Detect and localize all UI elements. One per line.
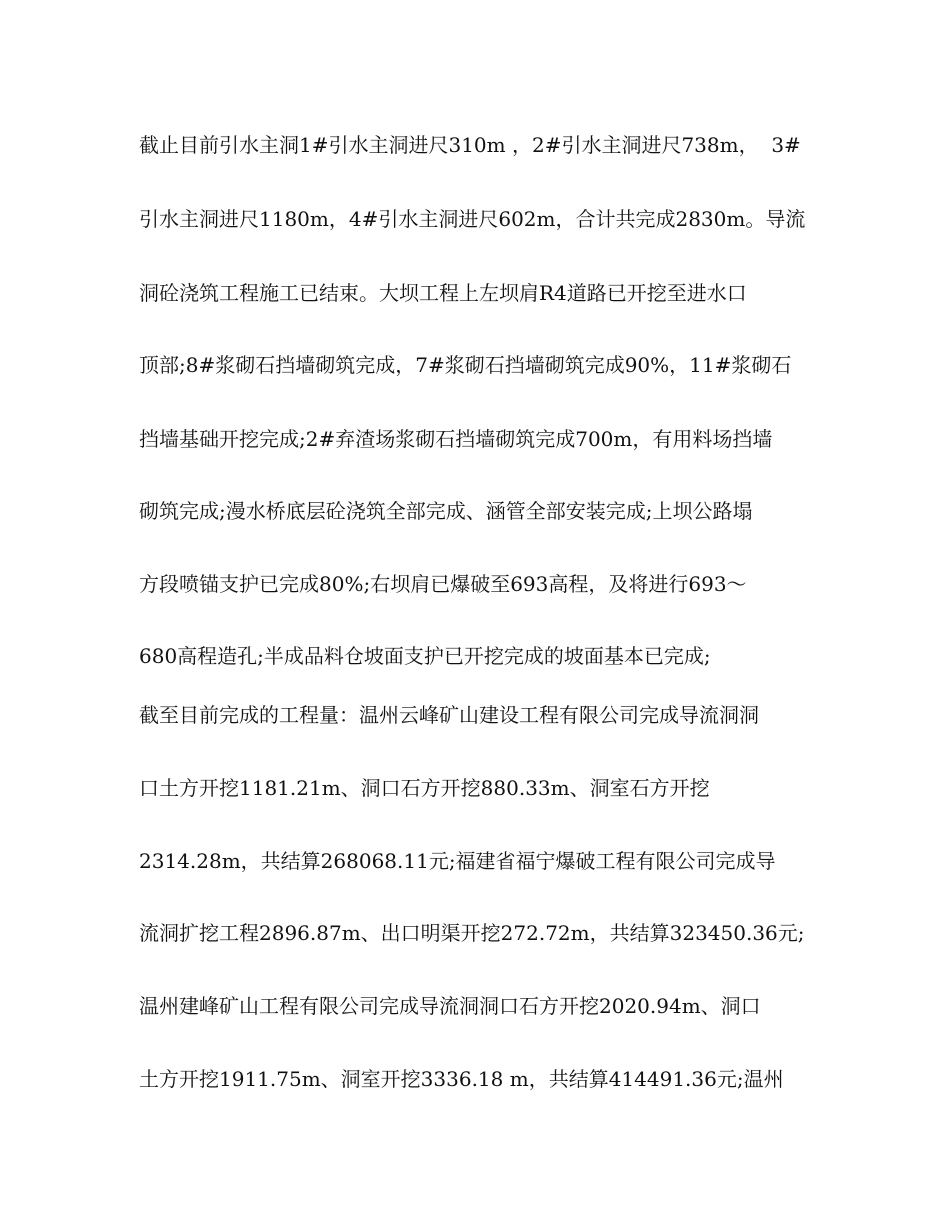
text-line: 截止目前引水主洞1#引水主洞进尺310m ，2#引水主洞进尺738m， 3#	[139, 133, 801, 157]
text-line: 680高程造孔;半成品料仓坡面支护已开挖完成的坡面基本已完成;	[139, 644, 711, 668]
text-line: 洞砼浇筑工程施工已结束。大坝工程上左坝肩R4道路已开挖至进水口	[139, 281, 747, 305]
text-line: 流洞扩挖工程2896.87m、出口明渠开挖272.72m，共结算323450.36元;	[139, 921, 805, 945]
text-line: 引水主洞进尺1180m，4#引水主洞进尺602m，合计共完成2830m。导流	[139, 207, 806, 231]
text-line: 口土方开挖1181.21m、洞口石方开挖880.33m、洞室石方开挖	[139, 776, 710, 800]
text-line: 截至目前完成的工程量：温州云峰矿山建设工程有限公司完成导流洞洞	[139, 703, 759, 727]
text-line: 挡墙基础开挖完成;2#弃渣场浆砌石挡墙砌筑完成700m，有用料场挡墙	[139, 427, 773, 451]
text-line: 方段喷锚支护已完成80%;右坝肩已爆破至693高程，及将进行693～	[139, 572, 747, 596]
text-line: 温州建峰矿山工程有限公司完成导流洞洞口石方开挖2020.94m、洞口	[139, 994, 761, 1018]
text-line: 顶部;8#浆砌石挡墙砌筑完成，7#浆砌石挡墙砌筑完成90%，11#浆砌石	[139, 353, 792, 377]
text-line: 砌筑完成;漫水桥底层砼浇筑全部完成、涵管全部安装完成;上坝公路塌	[139, 499, 753, 523]
text-line: 土方开挖1911.75m、洞室开挖3336.18 m，共结算414491.36元;温州	[139, 1067, 784, 1091]
text-line: 2314.28m，共结算268068.11元;福建省福宁爆破工程有限公司完成导	[139, 849, 776, 873]
